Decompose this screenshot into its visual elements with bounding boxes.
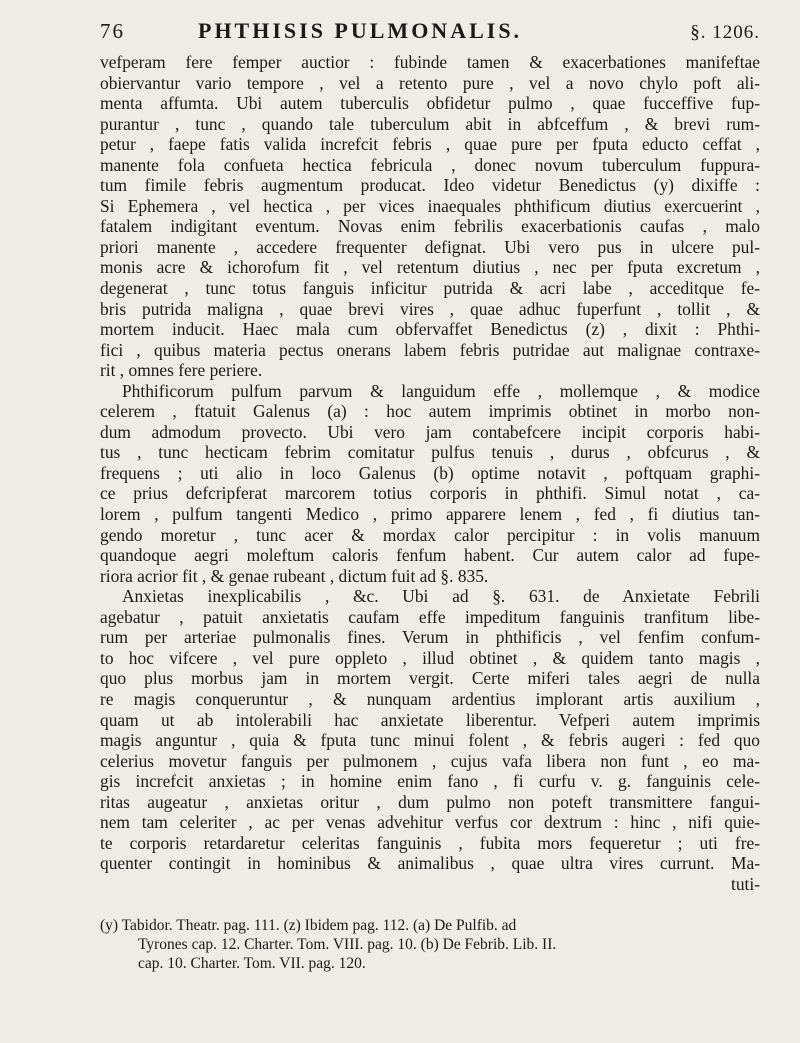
body-text: [100, 52, 760, 894]
text-line: Phthificorum pulfum parvum & languidum effe , mollemque , & modice: [122, 380, 760, 401]
text-line: quenter contingit in hominibus & animalibus , quae ultra vires currunt. Ma-: [100, 853, 760, 874]
text-line: manente fola confueta hectica febricula , donec novum tuberculum fuppura-: [100, 154, 760, 175]
text-line: Anxietas inexplicabilis , &c. Ubi ad §. 631. de Anxietate Febrili: [122, 586, 760, 607]
text-line: gendo moretur , tunc acer & mordax calor percipitur : in volis manuum: [100, 524, 760, 545]
text-line: celerem , ftatuit Galenus (a) : hoc autem imprimis obtinet in morbo non-: [100, 401, 760, 422]
text-line: purantur , tunc , quando tale tuberculum abit in abfceffum , & brevi rum-: [100, 113, 760, 134]
text-line: tus , tunc hecticam febrim comitatur pulfus tenuis , durus , obfcurus , &: [100, 442, 760, 463]
section-number: §. 1206.: [690, 22, 760, 43]
text-line: vefperam fere femper auctior : fubinde tamen & exacerbationes manifeftae: [100, 52, 760, 72]
text-line: menta affumta. Ubi autem tuberculis obfidetur pulmo , quae fucceffive fup-: [100, 93, 760, 114]
text-line: obiervantur vario tempore , vel a retento pure , vel a novo chylo poft ali-: [100, 72, 760, 93]
footnote-line: (y) Tabidor. Theatr. pag. 111. (z) Ibidem pag. 112. (a) De Pulfib. ad: [100, 917, 517, 935]
footnote-line: cap. 10. Charter. Tom. VII. pag. 120.: [138, 955, 366, 973]
text-line: te corporis retardaretur celeritas fanguinis , fubita mors fequeretur ; uti fre-: [100, 832, 760, 853]
text-line: agebatur , patuit anxietatis caufam effe impeditum fanguinis tranfitum libe-: [100, 606, 760, 627]
running-header: [100, 18, 760, 52]
text-line: fici , quibus materia pectus onerans labem febris putridae aut malignae contraxe-: [100, 339, 760, 360]
text-line: rum per arteriae pulmonalis fines. Verum in phthificis , vel fenfim confum-: [100, 627, 760, 648]
text-line: re magis conqueruntur , & nunquam ardentius implorant artis auxilium ,: [100, 688, 760, 709]
text-line: fatalem indigitant eventum. Novas enim febrilis exacerbationis caufas , malo: [100, 216, 760, 237]
text-line: quandoque aegri moleftum caloris fenfum habent. Cur autem calor ad fupe-: [100, 545, 760, 566]
text-line: degenerat , tunc totus fanguis inficitur putrida & acri labe , acceditque fe-: [100, 278, 760, 299]
text-line: dum admodum provecto. Ubi vero jam contabefcere incipit corporis habi-: [100, 421, 760, 442]
text-line: Si Ephemera , vel hectica , per vices inaequales phthificum diutius exercuerint ,: [100, 195, 760, 216]
text-line: ce prius defcripferat marcorem totius corporis in phthifi. Simul notat , ca-: [100, 483, 760, 504]
footnote-line: Tyrones cap. 12. Charter. Tom. VIII. pag. 10. (b) De Febrib. Lib. II.: [138, 936, 557, 954]
text-line: rit , omnes fere periere.: [100, 360, 263, 381]
text-line: lorem , pulfum tangenti Medico , primo apparere lenem , fed , fi diutius tan-: [100, 504, 760, 525]
text-line: ritas augeatur , anxietas oritur , dum pulmo non poteft transmittere fangui-: [100, 791, 760, 812]
text-line: monis acre & ichorofum fit , vel retentum diutius , nec per fputa excretum ,: [100, 257, 760, 278]
text-line: quo plus morbus jam in mortem vergit. Certe miferi tales aegri de nulla: [100, 668, 760, 689]
text-line: nem tam celeriter , ac per venas advehitur verfus cor dextrum : hinc , nifi quie-: [100, 812, 760, 833]
text-line: petur , faepe fatis valida increfcit febris , quae pure per fputa educto ceffat ,: [100, 134, 760, 155]
text-line: bris putrida maligna , quae brevi vires , quae adhuc fuperfunt , tollit , &: [100, 298, 760, 319]
text-line: mortem inducit. Haec mala cum obfervaffet Benedictus (z) , dixit : Phthi-: [100, 319, 760, 340]
footnotes: [100, 916, 760, 973]
text-line: tuti-: [731, 873, 760, 894]
text-line: quam ut ab intolerabili hac anxietate liberentur. Vefperi autem imprimis: [100, 709, 760, 730]
text-line: priori manente , accedere frequenter defignat. Ubi vero pus in ulcere pul-: [100, 236, 760, 257]
text-line: magis anguntur , quia & fputa tunc minui folent , & febris augeri : fed quo: [100, 730, 760, 751]
text-line: to hoc vifcere , vel pure oppleto , illud obtinet , & quidem tanto magis ,: [100, 647, 760, 668]
text-line: celerius movetur fanguis per pulmonem , cujus vafa libera non funt , eo ma-: [100, 750, 760, 771]
text-line: gis increfcit anxietas ; in homine enim fano , fi curfu v. g. fanguinis cele-: [100, 771, 760, 792]
text-line: riora acrior fit , & genae rubeant , dictum fuit ad §. 835.: [100, 565, 489, 586]
page-number: 76: [100, 19, 125, 43]
running-title: PHTHISIS PULMONALIS.: [198, 18, 523, 43]
text-line: frequens ; uti alio in loco Galenus (b) optime notavit , poftquam graphi-: [100, 462, 760, 483]
text-line: tum fimile febris augmentum producat. Ideo videtur Benedictus (y) dixiffe :: [100, 175, 760, 196]
